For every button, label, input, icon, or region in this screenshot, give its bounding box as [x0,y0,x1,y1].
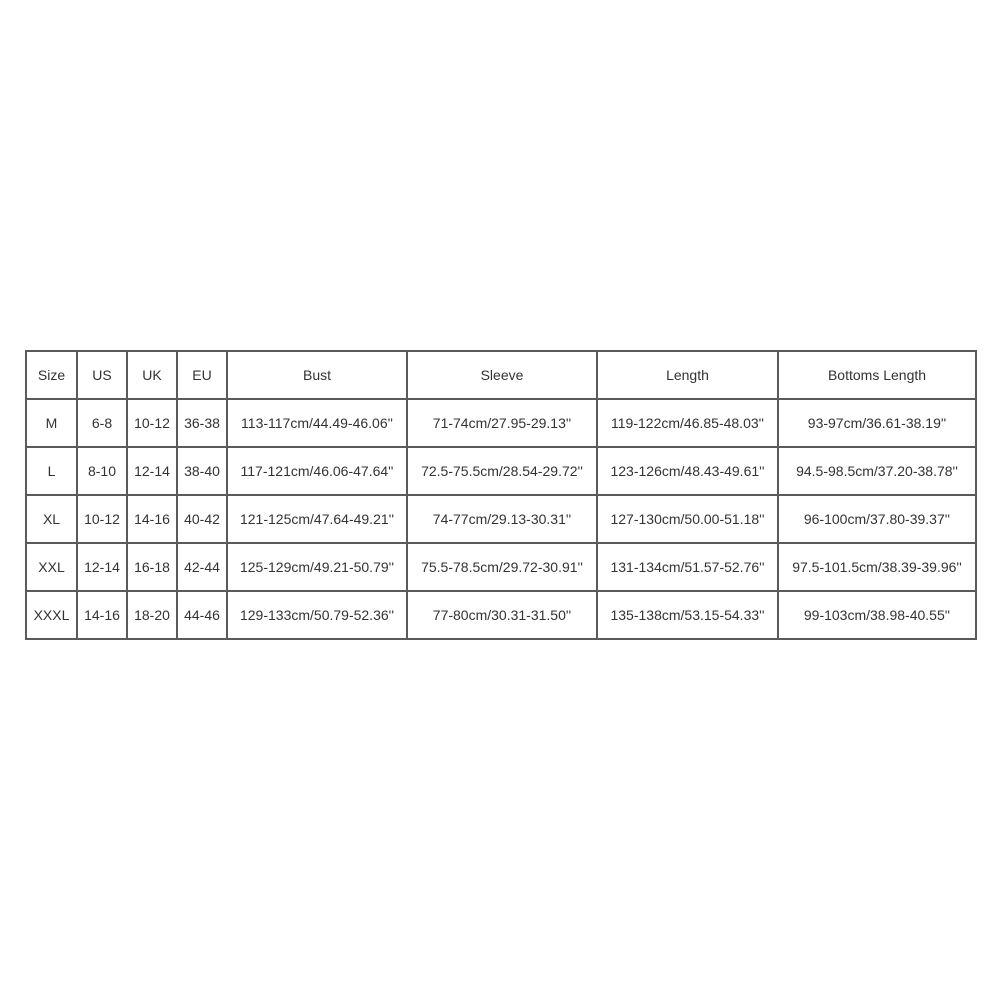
header-us: US [77,351,127,399]
table-row [26,399,976,447]
cell-eu: 44-46 [177,591,227,639]
cell-length: 119-122cm/46.85-48.03'' [597,399,778,447]
cell-bottoms-length: 93-97cm/36.61-38.19'' [778,399,976,447]
cell-size: XXL [26,543,77,591]
cell-sleeve: 75.5-78.5cm/29.72-30.91'' [407,543,597,591]
header-length: Length [597,351,778,399]
cell-eu: 36-38 [177,399,227,447]
cell-eu: 42-44 [177,543,227,591]
cell-length: 127-130cm/50.00-51.18'' [597,495,778,543]
cell-us: 12-14 [77,543,127,591]
cell-bust: 117-121cm/46.06-47.64'' [227,447,407,495]
header-bust: Bust [227,351,407,399]
cell-bust: 121-125cm/47.64-49.21'' [227,495,407,543]
header-bottoms-length: Bottoms Length [778,351,976,399]
cell-bottoms-length: 97.5-101.5cm/38.39-39.96'' [778,543,976,591]
cell-size: M [26,399,77,447]
cell-sleeve: 71-74cm/27.95-29.13'' [407,399,597,447]
cell-eu: 40-42 [177,495,227,543]
header-uk: UK [127,351,177,399]
cell-bust: 113-117cm/44.49-46.06'' [227,399,407,447]
cell-us: 6-8 [77,399,127,447]
size-chart-table [25,350,977,640]
cell-size: L [26,447,77,495]
cell-uk: 12-14 [127,447,177,495]
cell-eu: 38-40 [177,447,227,495]
cell-length: 123-126cm/48.43-49.61'' [597,447,778,495]
cell-bottoms-length: 96-100cm/37.80-39.37'' [778,495,976,543]
cell-us: 10-12 [77,495,127,543]
cell-size: XXXL [26,591,77,639]
cell-sleeve: 72.5-75.5cm/28.54-29.72'' [407,447,597,495]
cell-sleeve: 77-80cm/30.31-31.50'' [407,591,597,639]
cell-sleeve: 74-77cm/29.13-30.31'' [407,495,597,543]
cell-bottoms-length: 99-103cm/38.98-40.55'' [778,591,976,639]
cell-length: 131-134cm/51.57-52.76'' [597,543,778,591]
table-row [26,543,976,591]
table-row [26,495,976,543]
cell-us: 14-16 [77,591,127,639]
cell-uk: 10-12 [127,399,177,447]
header-eu: EU [177,351,227,399]
header-size: Size [26,351,77,399]
table-row [26,447,976,495]
cell-uk: 16-18 [127,543,177,591]
header-row [26,351,976,399]
cell-size: XL [26,495,77,543]
cell-bust: 129-133cm/50.79-52.36'' [227,591,407,639]
cell-bust: 125-129cm/49.21-50.79'' [227,543,407,591]
cell-uk: 18-20 [127,591,177,639]
cell-uk: 14-16 [127,495,177,543]
header-sleeve: Sleeve [407,351,597,399]
table-row [26,591,976,639]
cell-bottoms-length: 94.5-98.5cm/37.20-38.78'' [778,447,976,495]
cell-length: 135-138cm/53.15-54.33'' [597,591,778,639]
cell-us: 8-10 [77,447,127,495]
